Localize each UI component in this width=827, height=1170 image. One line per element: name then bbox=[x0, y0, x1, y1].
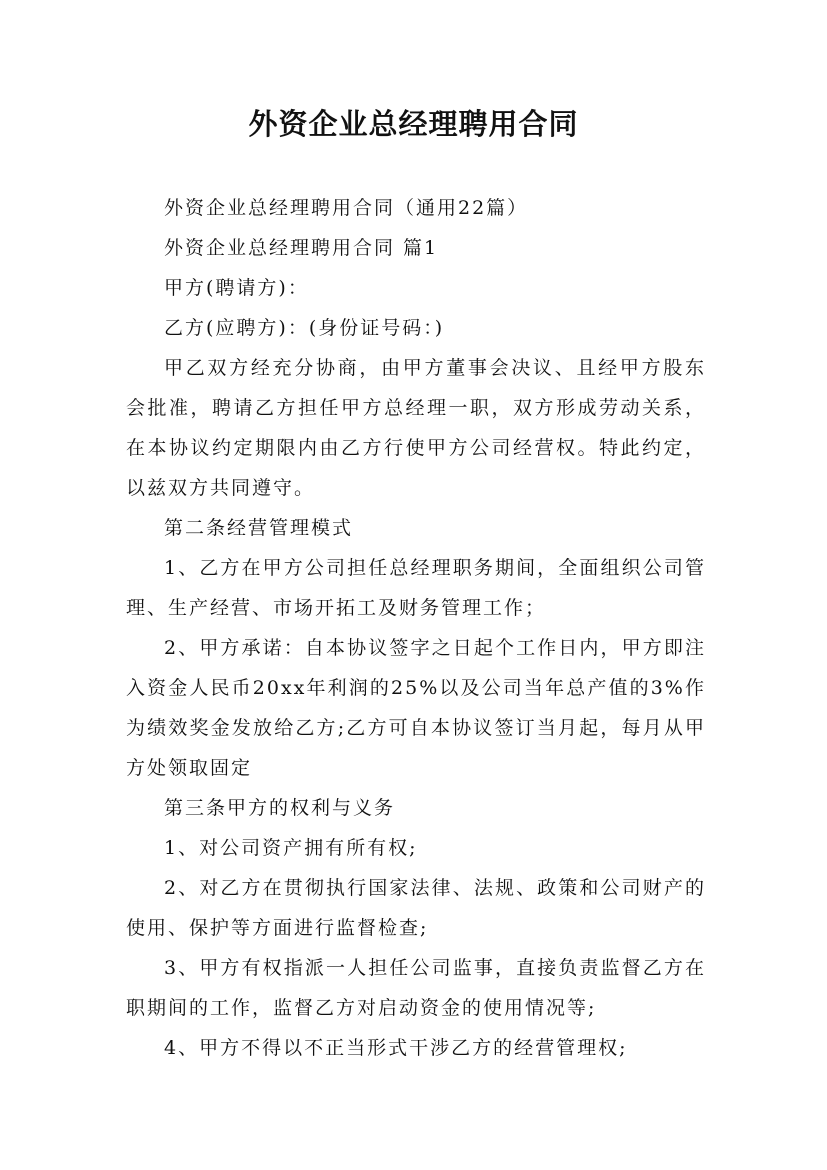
paragraph: 乙方(应聘方)：(身份证号码：) bbox=[164, 317, 445, 339]
paragraph: 2、甲方承诺：自本协议签字之日起个工作日内，甲方即注入资金人民币20xx年利润的25%以及公司当年总产值的3%作为绩效奖金发放给乙方;乙方可自本协议签订当月起，每月从甲方处领取固定 bbox=[126, 637, 706, 779]
paragraph: 甲方(聘请方)： bbox=[164, 277, 309, 299]
paragraph: 2、对乙方在贯彻执行国家法律、法规、政策和公司财产的使用、保护等方面进行监督检查; bbox=[126, 877, 706, 939]
paragraph: 4、甲方不得以不正当形式干涉乙方的经营管理权; bbox=[164, 1037, 628, 1059]
paragraph: 1、乙方在甲方公司担任总经理职务期间，全面组织公司管理、生产经营、市场开拓工及财务管理工作； bbox=[126, 557, 706, 619]
paragraph: 甲乙双方经充分协商，由甲方董事会决议、且经甲方股东会批准，聘请乙方担任甲方总经理一职，双方形成劳动关系，在本协议约定期限内由乙方行使甲方公司经营权。特此约定，以兹双方共同遵守。 bbox=[126, 357, 706, 499]
paragraph: 外资企业总经理聘用合同（通用22篇） bbox=[164, 197, 529, 219]
paragraph: 外资企业总经理聘用合同 篇1 bbox=[164, 237, 439, 259]
section-heading: 第三条甲方的权利与义务 bbox=[164, 797, 396, 819]
document-title: 外资企业总经理聘用合同 bbox=[248, 107, 579, 141]
document-body bbox=[126, 188, 706, 1068]
section-heading: 第二条经营管理模式 bbox=[164, 517, 354, 539]
paragraph: 3、甲方有权指派一人担任公司监事，直接负责监督乙方在职期间的工作，监督乙方对启动资金的使用情况等; bbox=[126, 957, 706, 1019]
paragraph: 1、对公司资产拥有所有权; bbox=[164, 837, 418, 859]
